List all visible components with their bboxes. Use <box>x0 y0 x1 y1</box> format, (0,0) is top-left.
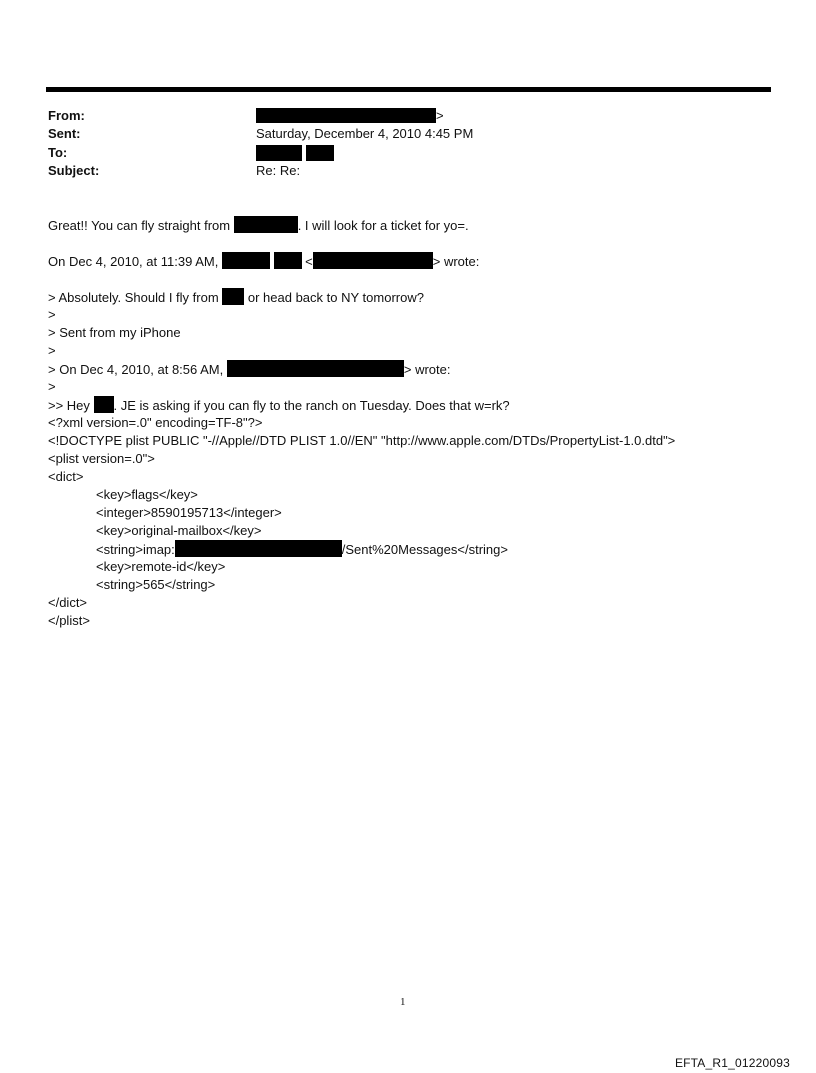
body-line: > <box>48 343 56 358</box>
header-rule <box>46 87 771 92</box>
subject-label: Subject: <box>48 163 100 178</box>
body-text: On Dec 4, 2010, at 11:39 AM, <box>48 254 222 269</box>
body-text: > On Dec 4, 2010, at 8:56 AM, <box>48 362 227 377</box>
body-text: > Absolutely. Should I fly from <box>48 290 223 305</box>
subject-value: Re: Re: <box>256 163 301 178</box>
redaction-box <box>227 360 404 377</box>
from-suffix: > <box>436 108 444 123</box>
body-line <box>48 360 450 378</box>
redaction-box <box>94 396 114 413</box>
to-label: To: <box>48 145 68 160</box>
body-text: . I will look for a ticket for yo=. <box>297 218 469 233</box>
body-line <box>48 288 424 306</box>
body-line: <key>original-mailbox</key> <box>96 523 262 538</box>
bates-number: EFTA_R1_01220093 <box>674 1056 790 1070</box>
to-value <box>256 145 334 162</box>
body-line: <integer>8590195713</integer> <box>96 505 282 520</box>
body-text: > wrote: <box>432 254 480 269</box>
body-line: <plist version=.0"> <box>48 451 155 466</box>
body-text: < <box>301 254 313 269</box>
redaction-box <box>306 145 334 161</box>
body-line: > Sent from my iPhone <box>48 325 181 340</box>
body-line: > <box>48 379 56 394</box>
body-line: <key>remote-id</key> <box>96 559 226 574</box>
from-value <box>256 108 444 124</box>
body-text: . JE is asking if you can fly to the ranch on Tuesday. Does that w=rk? <box>113 398 510 413</box>
redaction-box <box>274 252 302 269</box>
body-text: Great!! You can fly straight from <box>48 218 234 233</box>
body-line: <?xml version=.0" encoding=TF-8"?> <box>48 415 263 430</box>
body-line: </dict> <box>48 595 88 610</box>
body-line: > <box>48 307 56 322</box>
page-number: 1 <box>400 996 406 1008</box>
body-line: <key>flags</key> <box>96 487 198 502</box>
body-text: or head back to NY tomorrow? <box>244 290 424 305</box>
redaction-box <box>175 540 342 557</box>
sent-value: Saturday, December 4, 2010 4:45 PM <box>256 126 474 141</box>
body-line <box>96 540 508 558</box>
body-line: <string>565</string> <box>96 577 216 592</box>
redaction-box <box>222 288 244 305</box>
body-line <box>48 396 510 414</box>
body-line <box>48 216 469 234</box>
body-text: <string>imap: <box>96 542 175 557</box>
redaction-box <box>234 216 298 233</box>
body-line <box>48 252 479 270</box>
redaction-box <box>313 252 433 269</box>
body-text: >> Hey <box>48 398 94 413</box>
sent-label: Sent: <box>48 126 81 141</box>
from-label: From: <box>48 108 85 123</box>
body-text: /Sent%20Messages</string> <box>341 542 508 557</box>
redaction-box <box>256 108 436 123</box>
redaction-box <box>222 252 270 269</box>
body-line: <!DOCTYPE plist PUBLIC "-//Apple//DTD PLIST 1.0//EN" "http://www.apple.com/DTDs/PropertyList-1.0.dtd"> <box>48 433 676 448</box>
body-line: <dict> <box>48 469 84 484</box>
body-text: > wrote: <box>403 362 451 377</box>
redaction-box <box>256 145 302 161</box>
body-line: </plist> <box>48 613 90 628</box>
